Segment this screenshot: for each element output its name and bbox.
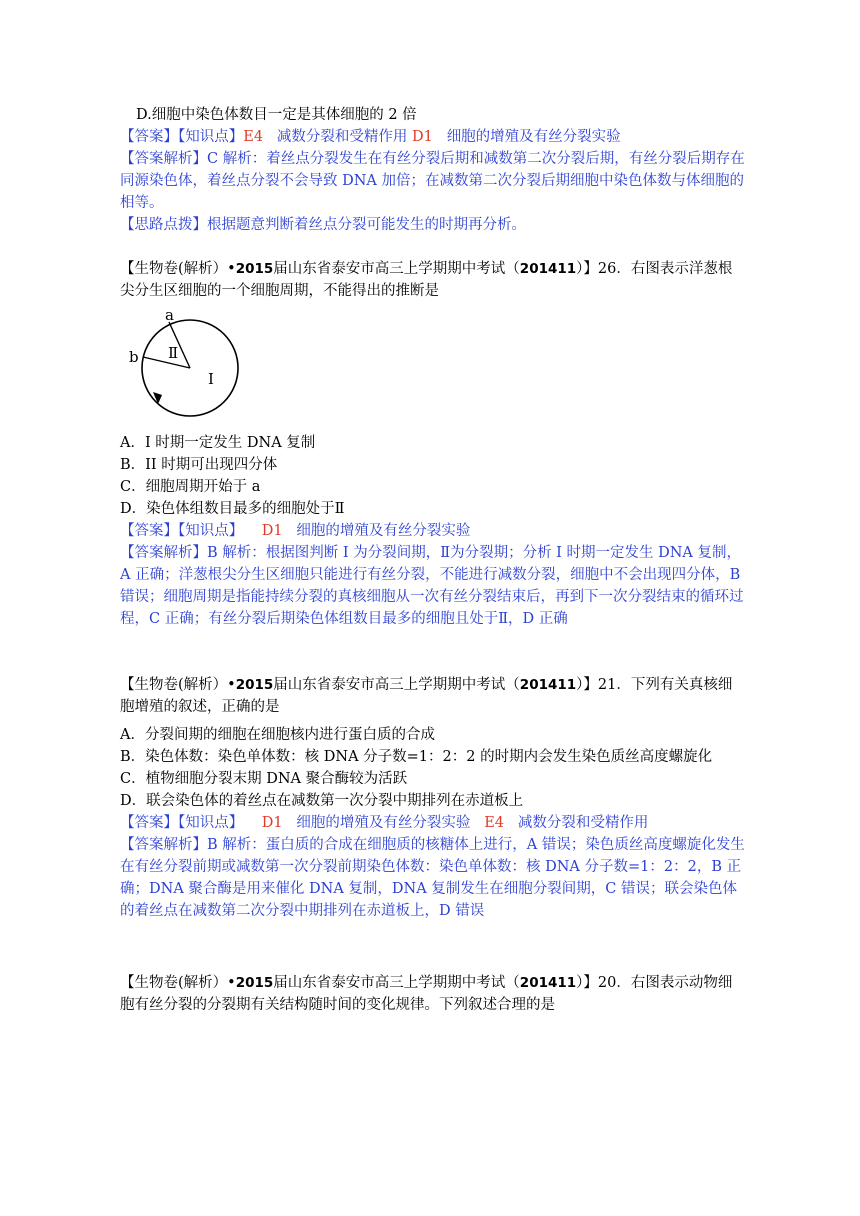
question-header <box>120 258 746 302</box>
knowledge-text: 减数分裂和受精作用 <box>276 129 408 145</box>
hint-text: 【思路点拨】根据题意判断着丝点分裂可能发生的时期再分析。 <box>120 217 526 233</box>
cell-cycle-diagram <box>120 300 250 420</box>
knowledge-code: D1 <box>261 523 283 539</box>
header-source: 【生物卷(解析）• <box>120 677 236 693</box>
header-year: 2015 <box>235 677 274 693</box>
question-header <box>120 674 746 718</box>
header-source: 【生物卷(解析）• <box>120 975 236 991</box>
header-question: ）】26．右图表示洋葱根尖分生区细胞的一个细胞周期，不能得出的推断是 <box>120 261 733 299</box>
header-code: 201411 <box>519 975 577 991</box>
header-question: ）】20．右图表示动物细胞有丝分裂的分裂期有关结构随时间的变化规律。下列叙述合理的是 <box>120 975 733 1013</box>
option-c: C．植物细胞分裂末期 DNA 聚合酶较为活跃 <box>120 771 408 787</box>
header-exam: 届山东省泰安市高三上学期期中考试（ <box>273 975 520 991</box>
label-phase-i: I <box>208 370 214 388</box>
knowledge-text: 细胞的增殖及有丝分裂实验 <box>446 129 621 145</box>
knowledge-text: 细胞的增殖及有丝分裂实验 <box>296 815 471 831</box>
answer-analysis: 【答案解析】B 解析：根据图判断 I 为分裂间期，Ⅱ为分裂期；分析 I 时期一定发生 DNA 复制，A 正确；洋葱根尖分生区细胞只能进行有丝分裂，不能进行减数分裂，细胞中不会出现四分体，B 错误；细胞周期是指能持续分裂的真核细胞从一次有丝分裂结束后，再到下一次分裂结束的循环过程，C 正确；有丝分裂后期染色体组数目最多的细胞且处于Ⅱ，D 正确 <box>120 545 744 627</box>
arrow-icon <box>153 392 162 404</box>
knowledge-code: E4 <box>243 129 264 145</box>
label-phase-ii: Ⅱ <box>168 344 179 362</box>
answer-prefix: 【答案】【知识点】 <box>120 815 244 831</box>
question-header <box>120 972 746 1016</box>
option-c: C．细胞周期开始于 a <box>120 479 261 495</box>
knowledge-text: 细胞的增殖及有丝分裂实验 <box>296 523 471 539</box>
answer-analysis: 【答案解析】C 解析：着丝点分裂发生在有丝分裂后期和减数第二次分裂后期，有丝分裂后期存在同源染色体，着丝点分裂不会导致 DNA 加倍；在减数第二次分裂后期细胞中染色体数与体细胞的相等。 <box>120 151 745 211</box>
option-a: A．分裂间期的细胞在细胞核内进行蛋白质的合成 <box>120 727 435 743</box>
answer-line <box>120 520 746 542</box>
option-d: D.细胞中染色体数目一定是其体细胞的 2 倍 <box>136 107 417 123</box>
answer-analysis: 【答案解析】B 解析：蛋白质的合成在细胞质的核糖体上进行，A 错误；染色质丝高度螺旋化发生在有丝分裂前期或减数第一次分裂前期染色体数：染色单体数：核 DNA 分子数=1：2：2，B 正确；DNA 聚合酶是用来催化 DNA 复制，DNA 复制发生在细胞分裂间期，C 错误；联会染色体的着丝点在减数第二次分裂中期排列在赤道板上，D 错误 <box>120 837 745 919</box>
answer-prefix: 【答案】【知识点】 <box>120 129 244 145</box>
option-d: D．联会染色体的着丝点在减数第一次分裂中期排列在赤道板上 <box>120 793 524 809</box>
header-year: 2015 <box>235 975 274 991</box>
label-b: b <box>129 348 139 366</box>
header-code: 201411 <box>519 677 577 693</box>
label-a: a <box>165 306 174 324</box>
answer-line <box>120 812 746 834</box>
header-code: 201411 <box>519 261 577 277</box>
knowledge-code: D1 <box>261 815 283 831</box>
option-d: D．染色体组数目最多的细胞处于Ⅱ <box>120 501 345 517</box>
header-source: 【生物卷(解析）• <box>120 261 236 277</box>
header-question: ）】21．下列有关真核细胞增殖的叙述，正确的是 <box>120 677 733 715</box>
option-a: A．I 时期一定发生 DNA 复制 <box>120 435 316 451</box>
header-year: 2015 <box>235 261 274 277</box>
option-b: B．染色体数：染色单体数：核 DNA 分子数=1：2：2 的时期内会发生染色质丝高度螺旋化 <box>120 749 713 765</box>
knowledge-code: D1 <box>412 129 433 145</box>
option-b: B．II 时期可出现四分体 <box>120 457 278 473</box>
radius-b <box>143 357 190 368</box>
knowledge-text: 减数分裂和受精作用 <box>517 815 649 831</box>
header-exam: 届山东省泰安市高三上学期期中考试（ <box>273 261 520 277</box>
knowledge-code: E4 <box>484 815 505 831</box>
answer-line <box>120 126 746 148</box>
answer-prefix: 【答案】【知识点】 <box>120 523 244 539</box>
header-exam: 届山东省泰安市高三上学期期中考试（ <box>273 677 520 693</box>
